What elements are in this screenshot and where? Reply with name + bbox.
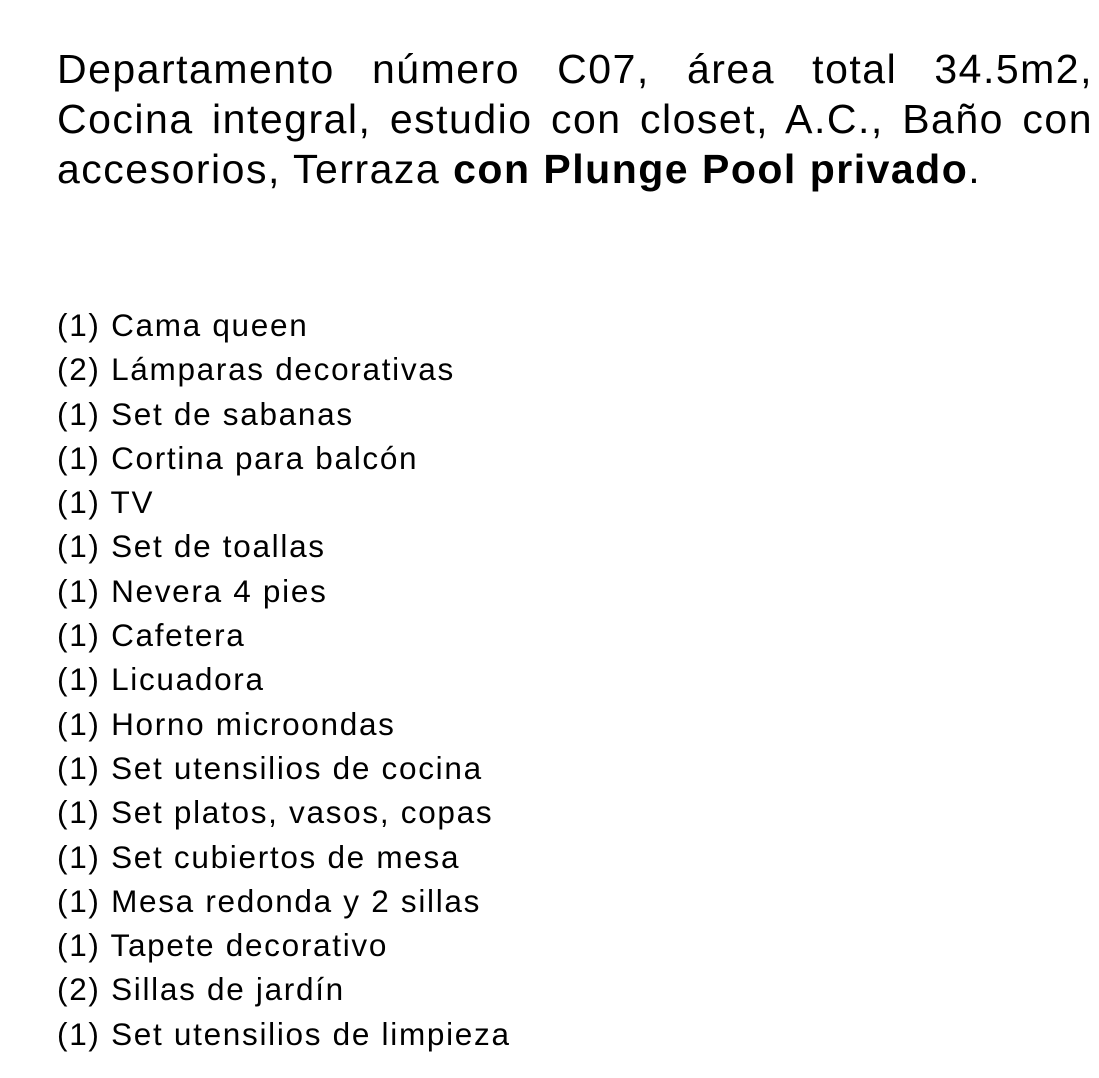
item-label: Tapete decorativo xyxy=(110,927,389,964)
item-label: Horno microondas xyxy=(111,705,396,742)
item-label: Sillas de jardín xyxy=(111,971,345,1008)
item-quantity: (1) xyxy=(57,882,101,919)
inventory-item xyxy=(57,702,1099,746)
item-label: Set platos, vasos, copas xyxy=(111,794,494,831)
item-label: Cortina para balcón xyxy=(111,439,419,476)
inventory-item xyxy=(57,480,1099,524)
item-label: Cafetera xyxy=(111,617,246,654)
item-label: Set de toallas xyxy=(111,528,326,565)
item-quantity: (1) xyxy=(57,838,101,875)
description-line-3-period: . xyxy=(968,146,982,192)
inventory-item xyxy=(57,1012,1099,1056)
item-quantity: (1) xyxy=(57,572,101,609)
inventory-item xyxy=(57,303,1099,347)
description-line-3-regular: accesorios, Terraza xyxy=(57,146,454,192)
description-line-2: Cocina integral, estudio con closet, A.C., Baño con xyxy=(57,96,1093,142)
inventory-list xyxy=(57,303,1099,1056)
description-line-3 xyxy=(57,144,1093,194)
inventory-item xyxy=(57,524,1099,568)
item-quantity: (1) xyxy=(57,749,101,786)
item-label: Licuadora xyxy=(111,661,265,698)
item-label: TV xyxy=(110,484,155,521)
item-quantity: (2) xyxy=(57,971,101,1008)
item-label: Nevera 4 pies xyxy=(111,572,328,609)
inventory-item xyxy=(57,835,1099,879)
description-line-1: Departamento número C07, área total 34.5m2, xyxy=(57,46,1093,92)
item-quantity: (1) xyxy=(57,794,101,831)
item-label: Lámparas decorativas xyxy=(111,351,455,388)
item-label: Mesa redonda y 2 sillas xyxy=(111,882,482,919)
inventory-item xyxy=(57,879,1099,923)
item-quantity: (1) xyxy=(57,705,101,742)
inventory-item xyxy=(57,790,1099,834)
item-label: Set utensilios de limpieza xyxy=(111,1015,511,1052)
item-quantity: (1) xyxy=(57,661,101,698)
inventory-item xyxy=(57,392,1099,436)
inventory-item xyxy=(57,923,1099,967)
inventory-item xyxy=(57,657,1099,701)
item-quantity: (1) xyxy=(57,1015,101,1052)
item-quantity: (1) xyxy=(57,395,101,432)
item-quantity: (1) xyxy=(57,617,101,654)
description-line-3-bold: con Plunge Pool privado xyxy=(453,146,969,192)
item-quantity: (1) xyxy=(57,927,101,964)
item-label: Set cubiertos de mesa xyxy=(111,838,461,875)
item-quantity: (1) xyxy=(57,484,101,521)
inventory-item xyxy=(57,613,1099,657)
inventory-item xyxy=(57,746,1099,790)
apartment-description xyxy=(57,44,1093,194)
item-quantity: (1) xyxy=(57,528,101,565)
inventory-item xyxy=(57,347,1099,391)
item-label: Cama queen xyxy=(111,307,309,343)
inventory-item xyxy=(57,569,1099,613)
item-label: Set utensilios de cocina xyxy=(111,749,483,786)
item-label: Set de sabanas xyxy=(111,395,354,432)
inventory-item xyxy=(57,967,1099,1011)
inventory-item xyxy=(57,436,1099,480)
item-quantity: (2) xyxy=(57,351,101,388)
item-quantity: (1) xyxy=(57,307,101,343)
item-quantity: (1) xyxy=(57,439,101,476)
